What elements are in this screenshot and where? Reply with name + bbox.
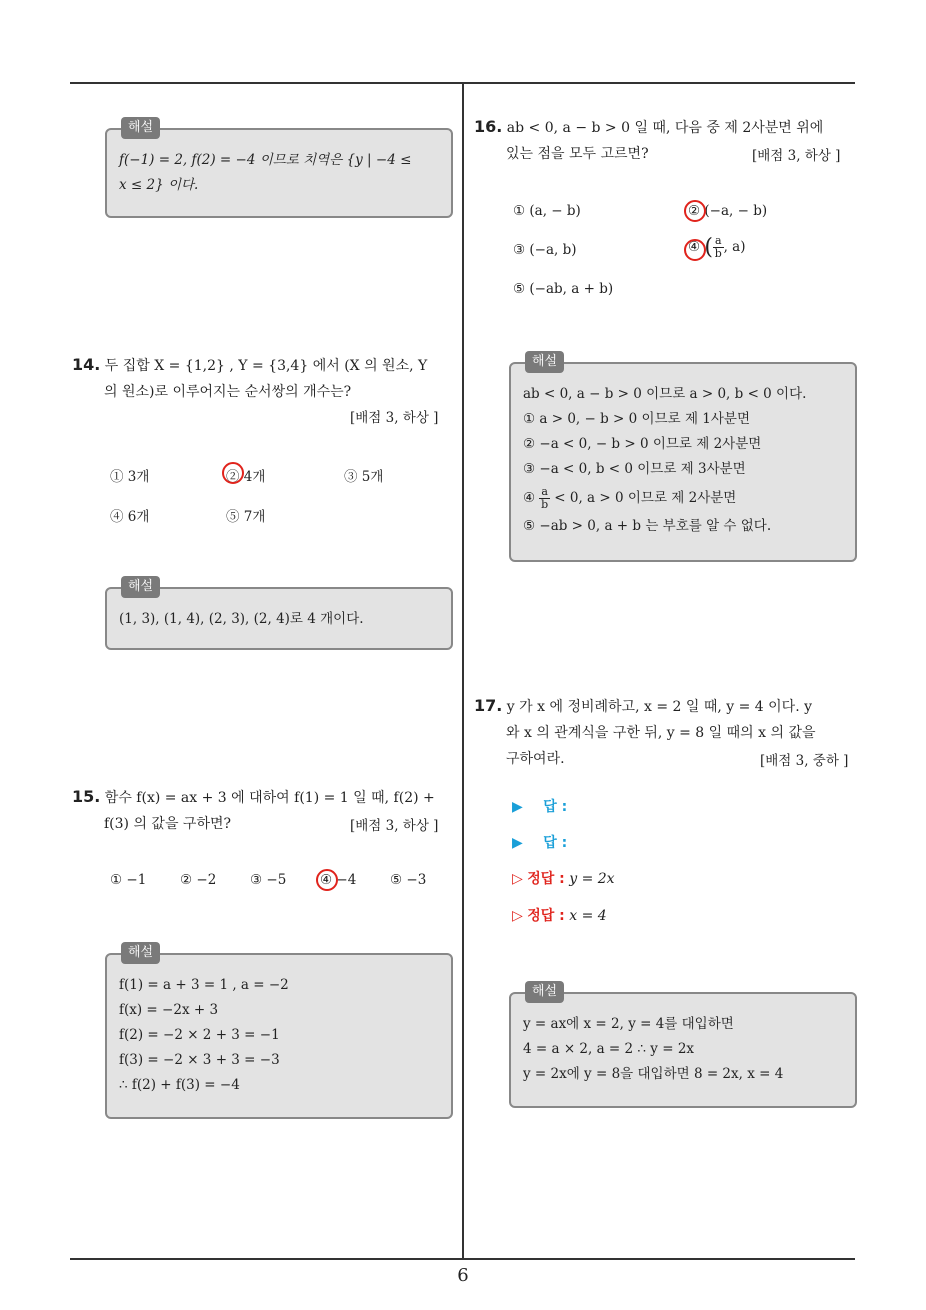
selected-answer-circle	[684, 239, 706, 261]
selected-answer-circle	[684, 200, 706, 222]
solution-line: 4 = a × 2, a = 2 ∴ y = 2x	[523, 1041, 695, 1057]
fraction: $\frac{a}{b}$	[714, 234, 722, 260]
selected-answer-circle	[222, 462, 244, 484]
question-text: 있는 점을 모두 고르면?	[506, 146, 649, 162]
option-3[interactable]: ③ −5	[250, 872, 287, 888]
question-text: 함수 f(x) = ax + 3 에 대하여 f(1) = 1 일 때, f(2) +	[104, 790, 435, 806]
answer-label: 답 :	[543, 835, 568, 851]
option-number: ④	[688, 239, 701, 255]
solution-line: ⑤ −ab > 0, a + b 는 부호를 알 수 없다.	[523, 518, 772, 534]
option-1[interactable]: ① (a, − b)	[513, 203, 581, 219]
solution-box-17	[509, 984, 857, 1108]
solution-tag: 해설	[121, 576, 160, 598]
solution-box-16	[509, 354, 857, 562]
points-label: [배점 3, 하상 ]	[752, 148, 841, 164]
correct-label: 정답 :	[527, 871, 565, 887]
solution-box-15	[105, 945, 453, 1119]
question-text: f(3) 의 값을 구하면?	[104, 816, 232, 832]
question-text: 의 원소)로 이루어지는 순서쌍의 개수는?	[104, 384, 352, 400]
solution-line: ④ $\frac{a}{b}$ < 0, a > 0 이므로 제 2사분면	[523, 485, 737, 511]
option-3[interactable]: ③ (−a, b)	[513, 242, 577, 258]
solution-tag: 해설	[121, 117, 160, 139]
answer-label: 답 :	[543, 799, 568, 815]
option-2[interactable]: ② −2	[180, 872, 217, 888]
solution-line: y = 2x에 y = 8을 대입하면 8 = 2x, x = 4	[523, 1066, 784, 1082]
question-text: ab < 0, a − b > 0 일 때, 다음 중 제 2사분면 위에	[506, 120, 824, 136]
option-5[interactable]: ⑤ 7개	[226, 509, 266, 525]
question-number: 16.	[474, 117, 503, 136]
page-number: 6	[457, 1265, 469, 1286]
solution-line: f(−1) = 2, f(2) = −4 이므로 치역은 {y | −4 ≤	[119, 152, 412, 168]
play-icon: ▶	[512, 799, 523, 815]
solution-line: y = ax에 x = 2, y = 4를 대입하면	[523, 1016, 734, 1032]
option-2[interactable]: ② (−a, − b)	[688, 203, 768, 219]
option-5[interactable]: ⑤ −3	[390, 872, 427, 888]
solution-box-13	[105, 120, 453, 218]
option-5[interactable]: ⑤ (−ab, a + b)	[513, 281, 614, 297]
question-text: 와 x 의 관계식을 구한 뒤, y = 8 일 때의 x 의 값을	[506, 725, 816, 741]
option-1[interactable]: ① −1	[110, 872, 147, 888]
option-2[interactable]: ② 4개	[226, 469, 266, 485]
question-text: 구하여라.	[506, 751, 565, 767]
selected-answer-circle	[316, 869, 338, 891]
points-label: [배점 3, 하상 ]	[350, 818, 439, 834]
solution-line: f(3) = −2 × 3 + 3 = −3	[119, 1052, 280, 1068]
solution-line: (1, 3), (1, 4), (2, 3), (2, 4)로 4 개이다.	[119, 611, 364, 627]
solution-line: f(x) = −2x + 3	[119, 1002, 219, 1018]
solution-line: f(2) = −2 × 2 + 3 = −1	[119, 1027, 280, 1043]
answer-field-1[interactable]	[512, 796, 567, 816]
question-number: 14.	[72, 355, 101, 374]
solution-tag: 해설	[121, 942, 160, 964]
question-text: y 가 x 에 정비례하고, x = 2 일 때, y = 4 이다. y	[506, 699, 813, 715]
solution-line: ∴ f(2) + f(3) = −4	[119, 1077, 240, 1093]
correct-value: x = 4	[569, 908, 607, 924]
option-4[interactable]: ④ −4	[320, 872, 357, 888]
solution-tag: 해설	[525, 981, 564, 1003]
solution-line: ② −a < 0, − b > 0 이므로 제 2사분면	[523, 436, 762, 452]
play-icon: ▶	[512, 835, 523, 851]
column-divider	[462, 82, 464, 1258]
fraction: $\frac{a}{b}$	[541, 485, 549, 511]
question-number: 15.	[72, 787, 101, 806]
solution-tag: 해설	[525, 351, 564, 373]
correct-answer-1	[512, 868, 615, 888]
play-outline-icon: ▷	[512, 908, 523, 924]
correct-answer-2	[512, 905, 607, 925]
option-1[interactable]: ① 3개	[110, 469, 150, 485]
points-label: [배점 3, 하상 ]	[350, 410, 439, 426]
question-14	[72, 352, 457, 405]
correct-value: y = 2x	[569, 871, 615, 887]
points-label: [배점 3, 중하 ]	[760, 753, 849, 769]
option-4[interactable]: ④ 6개	[110, 509, 150, 525]
answer-field-2[interactable]	[512, 832, 567, 852]
bottom-rule	[70, 1258, 855, 1260]
solution-line: ③ −a < 0, b < 0 이므로 제 3사분면	[523, 461, 746, 477]
solution-line: x ≤ 2} 이다.	[119, 177, 199, 193]
solution-box-14	[105, 579, 453, 650]
correct-label: 정답 :	[527, 908, 565, 924]
solution-line: ab < 0, a − b > 0 이므로 a > 0, b < 0 이다.	[523, 386, 807, 402]
option-3[interactable]: ③ 5개	[344, 469, 384, 485]
question-number: 17.	[474, 696, 503, 715]
solution-line: f(1) = a + 3 = 1 , a = −2	[119, 977, 289, 993]
option-4[interactable]: ④ ( $\frac{a}{b}$ , a)	[688, 234, 746, 260]
option-text: , a)	[723, 239, 746, 255]
question-text: 두 집합 X = {1,2} , Y = {3,4} 에서 (X 의 원소, Y	[104, 358, 428, 374]
play-outline-icon: ▷	[512, 871, 523, 887]
solution-line: ① a > 0, − b > 0 이므로 제 1사분면	[523, 411, 750, 427]
